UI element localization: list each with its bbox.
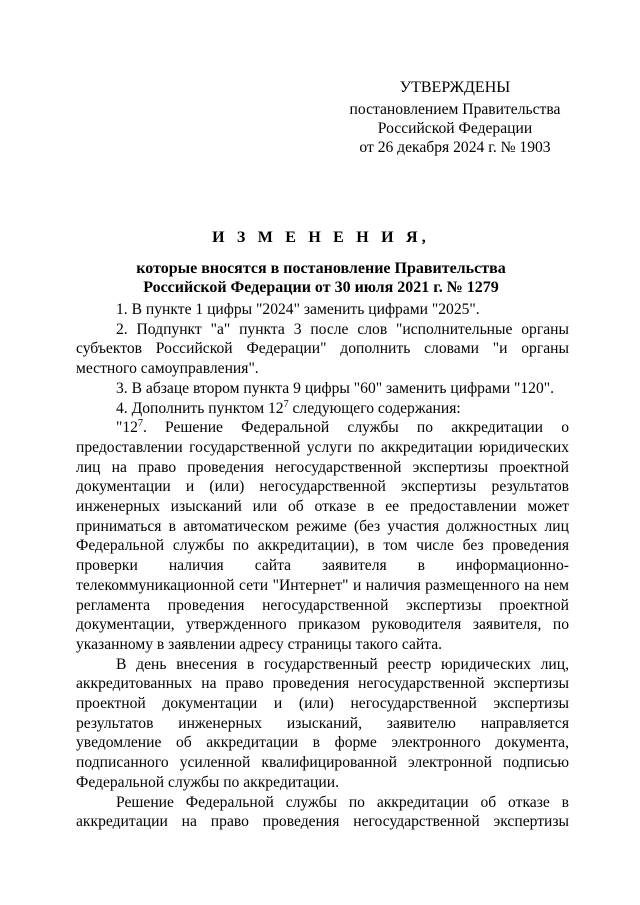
quoted-paragraph: Решение Федеральной службы по аккредитации об отказе в аккредитации на право проведения негосударственной экспертизы <box>76 793 569 831</box>
approval-block <box>330 78 580 157</box>
approval-heading: УТВЕРЖДЕНЫ <box>399 79 511 96</box>
paragraph-text: . Решение Федеральной службы по аккредитации о предоставлении государственной услуги по аккредитации юридических лиц на право проведения негосударственной экспертизы проектной документации и (или) негосударственной экспертизы результатов инженерных изысканий или об отказе в ее предоставлении может приниматься в автоматическом режиме (без участия должностных лиц Федеральной службы по аккредитации), в том числе без проведения проверки наличия сайта заявителя в информационно-телекоммуникационной сети "Интернет" и наличия размещенного на нем регламента проведения негосударственной экспертизы проектной документации, утвержденного приказом руководителя заявителя, по указанному в заявлении адресу страницы такого сайта. <box>76 419 569 653</box>
document-body <box>76 300 569 832</box>
list-item: 3. В абзаце втором пункта 9 цифры "60" заменить цифрами "120". <box>116 379 555 397</box>
list-item <box>76 399 569 419</box>
item-text: 4. Дополнить пунктом 12 <box>116 399 284 417</box>
approval-line: Российской Федерации <box>377 120 533 137</box>
superscript: 7 <box>137 418 143 430</box>
quoted-paragraph <box>76 418 569 654</box>
approval-date-line: от 26 декабря 2024 г. № 1903 <box>359 139 551 156</box>
superscript: 7 <box>283 398 289 410</box>
document-title <box>70 228 572 297</box>
title-subtitle-line: которые вносятся в постановление Правительства <box>136 260 506 277</box>
title-main: И З М Е Н Е Н И Я, <box>212 229 430 246</box>
title-subtitle-line: Российской Федерации от 30 июля 2021 г. № 1279 <box>143 279 499 296</box>
paragraph-text: "12 <box>116 419 138 437</box>
quoted-paragraph: В день внесения в государственный реестр юридических лиц, аккредитованных на право проведения негосударственной экспертизы проектной документации и (или) негосударственной экспертизы результатов инженерных изысканий, заявителю направляется уведомление об аккредитации в форме электронного документа, подписанного усиленной квалифицированной электронной подписью Федеральной службы по аккредитации. <box>76 655 569 791</box>
list-item: 2. Подпункт "а" пункта 3 после слов "исполнительные органы субъектов Российской Федерации" дополнить словами "и органы местного самоуправления". <box>76 320 569 378</box>
approval-line: постановлением Правительства <box>349 101 561 118</box>
list-item: 1. В пункте 1 цифры "2024" заменить цифрами "2025". <box>116 301 480 318</box>
item-text: следующего содержания: <box>288 399 461 417</box>
